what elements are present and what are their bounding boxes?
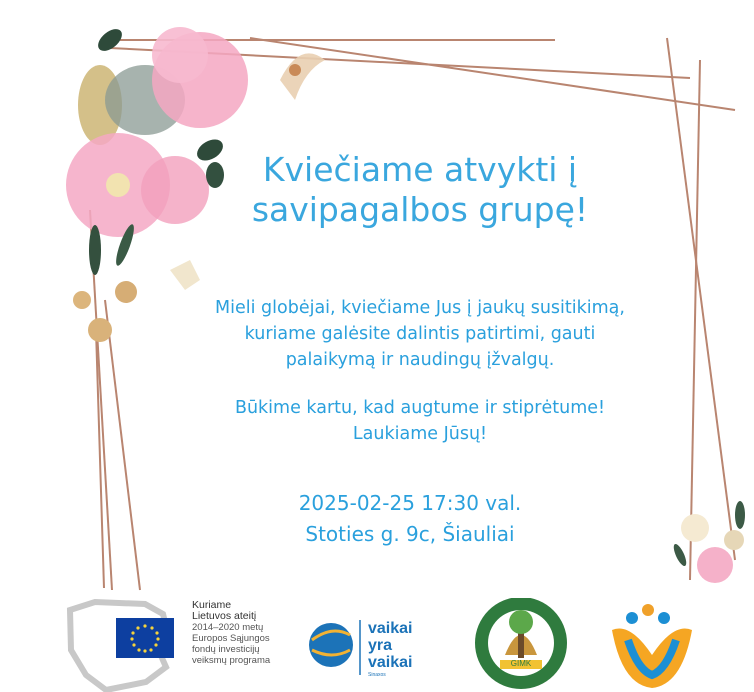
event-details <box>200 488 620 550</box>
invitation-title <box>160 150 680 230</box>
title-line: Kviečiame atvykti į <box>262 150 578 189</box>
eu-line: fondų investicijų <box>192 644 260 655</box>
vaikai-yra-vaikai-logo-text <box>368 620 412 679</box>
vaikai-line: vaikai <box>368 654 413 671</box>
eu-line: 2014–2020 metų <box>192 622 264 633</box>
flower-cluster-bottom-right <box>671 501 745 583</box>
vaikai-small: Sinaxos <box>368 672 386 678</box>
closing-line: Laukiame Jūsų! <box>352 424 488 444</box>
family-hearts-logo-icon <box>612 604 692 688</box>
message-line: palaikymą ir naudingų įžvalgų. <box>285 350 555 370</box>
eu-line: Europos Sąjungos <box>192 633 270 644</box>
eu-funding-text <box>192 600 270 666</box>
vaikai-globe-icon <box>309 623 353 667</box>
closing-line: Būkime kartu, kad augtume ir stiprėtume! <box>234 398 606 418</box>
eu-line: veiksmų programa <box>192 655 271 666</box>
invitation-message <box>170 295 670 447</box>
title-line: savipagalbos grupę! <box>251 190 589 229</box>
message-line: Mieli globėjai, kviečiame Jus į jaukų susitikimą, <box>215 298 625 318</box>
event-address: Stoties g. 9c, Šiauliai <box>305 522 515 546</box>
eu-line: Lietuvos ateitį <box>192 610 257 622</box>
eu-line: Kuriame <box>192 599 232 611</box>
vaikai-line: vaikai <box>368 620 413 637</box>
event-datetime: 2025-02-25 17:30 val. <box>298 491 522 515</box>
spacer <box>170 373 670 395</box>
gimk-abbr: GIMK <box>510 659 532 668</box>
vaikai-line: yra <box>368 637 393 654</box>
message-line: kuriame galėsite dalintis patirtimi, gauti <box>244 324 596 344</box>
